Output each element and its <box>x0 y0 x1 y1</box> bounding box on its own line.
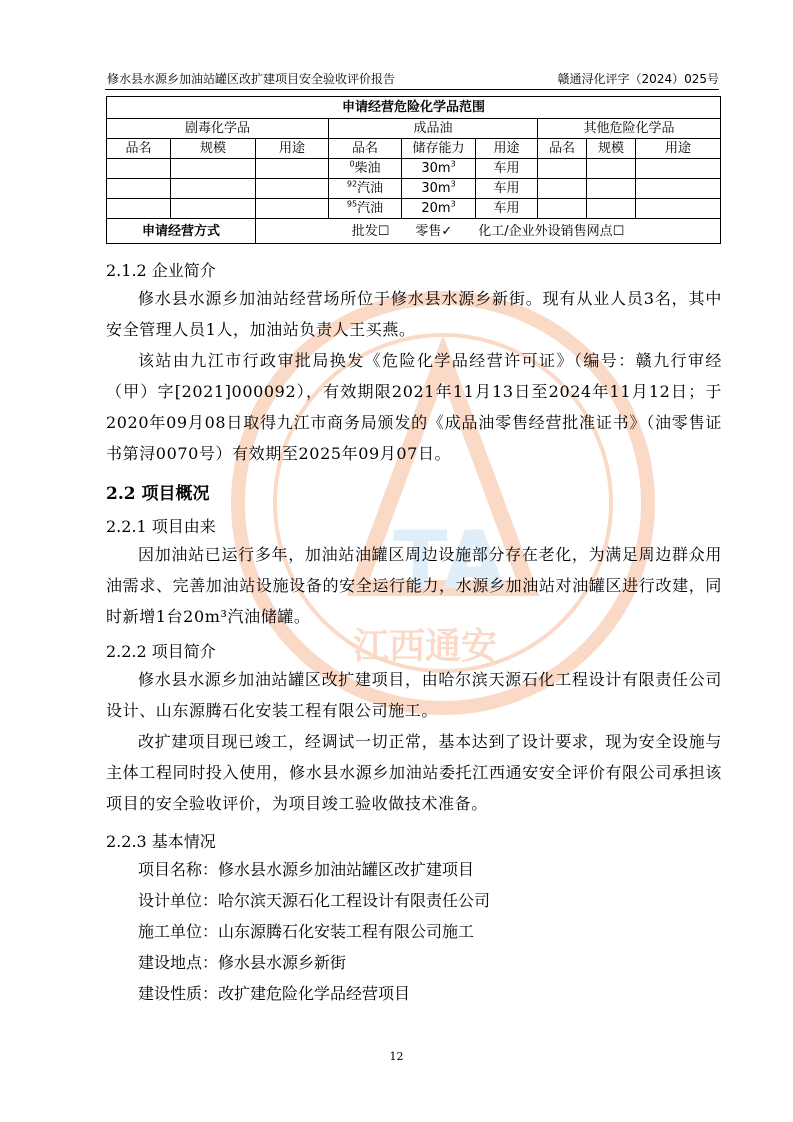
paragraph: 修水县水源乡加油站罐区改扩建项目，由哈尔滨天源石化工程设计有限责任公司设计、山东源腾石化安装工程有限公司施工。 <box>106 670 722 720</box>
col-header: 品名 <box>329 139 402 159</box>
basic-info-item: 项目名称：修水县水源乡加油站罐区改扩建项目 <box>138 860 475 879</box>
svg-text:T: T <box>393 514 448 607</box>
oil-use-cell: 车用 <box>476 179 538 199</box>
oil-capacity-cell: $30m^3$ <box>402 159 476 179</box>
svg-text:江西通安: 江西通安 <box>353 626 498 667</box>
oil-name-cell: $^0$柴油 <box>329 159 402 179</box>
section-2-1-2 <box>106 259 722 469</box>
col-header: 用途 <box>256 139 329 159</box>
col-header: 品名 <box>538 139 587 159</box>
section-2-2-2 <box>106 640 722 819</box>
header-report-number: 赣通浔化评字（2024）025号 <box>557 72 719 86</box>
section-heading: 2.1.2 企业简介 <box>106 261 216 280</box>
col-header: 用途 <box>636 139 721 159</box>
oil-use-cell: 车用 <box>476 159 538 179</box>
basic-info-item: 建设性质：改扩建危险化学品经营项目 <box>138 984 411 1003</box>
oil-capacity-cell: $30m^3$ <box>402 179 476 199</box>
chemical-scope-table <box>106 96 721 244</box>
section-2-2-1 <box>106 515 722 632</box>
section-heading: 2.2.2 项目简介 <box>106 642 216 661</box>
group-oil: 成品油 <box>329 119 538 139</box>
table-title: 申请经营危险化学品范围 <box>107 97 721 119</box>
oil-use-cell: 车用 <box>476 199 538 219</box>
chapter-heading: 2.2 项目概况 <box>106 484 210 504</box>
oil-capacity-cell: $20m^3$ <box>402 199 476 219</box>
table-row <box>107 179 721 199</box>
table-row <box>107 159 721 179</box>
page-number: 12 <box>389 1050 404 1063</box>
header-report-title: 修水县水源乡加油站罐区改扩建项目安全验收评价报告 <box>107 72 396 86</box>
paragraph: 修水县水源乡加油站经营场所位于修水县水源乡新街。现有从业人员3名，其中安全管理人员1人，加油站负责人王买燕。 <box>106 289 722 339</box>
group-other: 其他危险化学品 <box>538 119 721 139</box>
section-heading: 2.2.1 项目由来 <box>106 517 216 536</box>
group-toxic: 剧毒化学品 <box>107 119 329 139</box>
section-2-2-3 <box>106 830 722 1009</box>
svg-text:A: A <box>443 514 505 607</box>
paragraph: 因加油站已运行多年，加油站油罐区周边设施部分存在老化，为满足周边群众用油需求、完善加油站设施设备的安全运行能力，水源乡加油站对油罐区进行改建，同时新增1台20m³汽油储罐。 <box>106 545 722 626</box>
header-divider <box>105 89 719 90</box>
col-header: 品名 <box>107 139 171 159</box>
page-header <box>107 70 719 88</box>
operation-mode-label: 申请经营方式 <box>107 219 256 244</box>
basic-info-item: 建设地点：修水县水源乡新街 <box>138 953 347 972</box>
operation-mode-options: 批发☐ 零售✓ 化工/企业外设销售网点☐ <box>256 219 721 244</box>
paragraph: 改扩建项目现已竣工，经调试一切正常，基本达到了设计要求，现为安全设施与主体工程同时投入使用，修水县水源乡加油站委托江西通安安全评价有限公司承担该项目的安全验收评价，为项目竣工验收做技术准备。 <box>106 732 722 813</box>
oil-name-cell: $^{92}$汽油 <box>329 179 402 199</box>
table-row <box>107 199 721 219</box>
basic-info-item: 设计单位：哈尔滨天源石化工程设计有限责任公司 <box>138 891 491 910</box>
oil-name-cell: $^{95}$汽油 <box>329 199 402 219</box>
paragraph: 该站由九江市行政审批局换发《危险化学品经营许可证》（编号：赣九行审经（甲）字[2021]000092），有效期限2021年11月13日至2024年11月12日；于2020年09月08日取得九江市商务局颁发的《成品油零售经营批准证书》（油零售证书第浔0070号）有效期至2025年09月07日。 <box>106 351 722 463</box>
col-header: 用途 <box>476 139 538 159</box>
section-2-2 <box>106 481 722 507</box>
col-header: 规模 <box>587 139 636 159</box>
col-header: 储存能力 <box>402 139 476 159</box>
basic-info-item: 施工单位：山东源腾石化安装工程有限公司施工 <box>138 922 475 941</box>
section-heading: 2.2.3 基本情况 <box>106 832 216 851</box>
col-header: 规模 <box>171 139 256 159</box>
